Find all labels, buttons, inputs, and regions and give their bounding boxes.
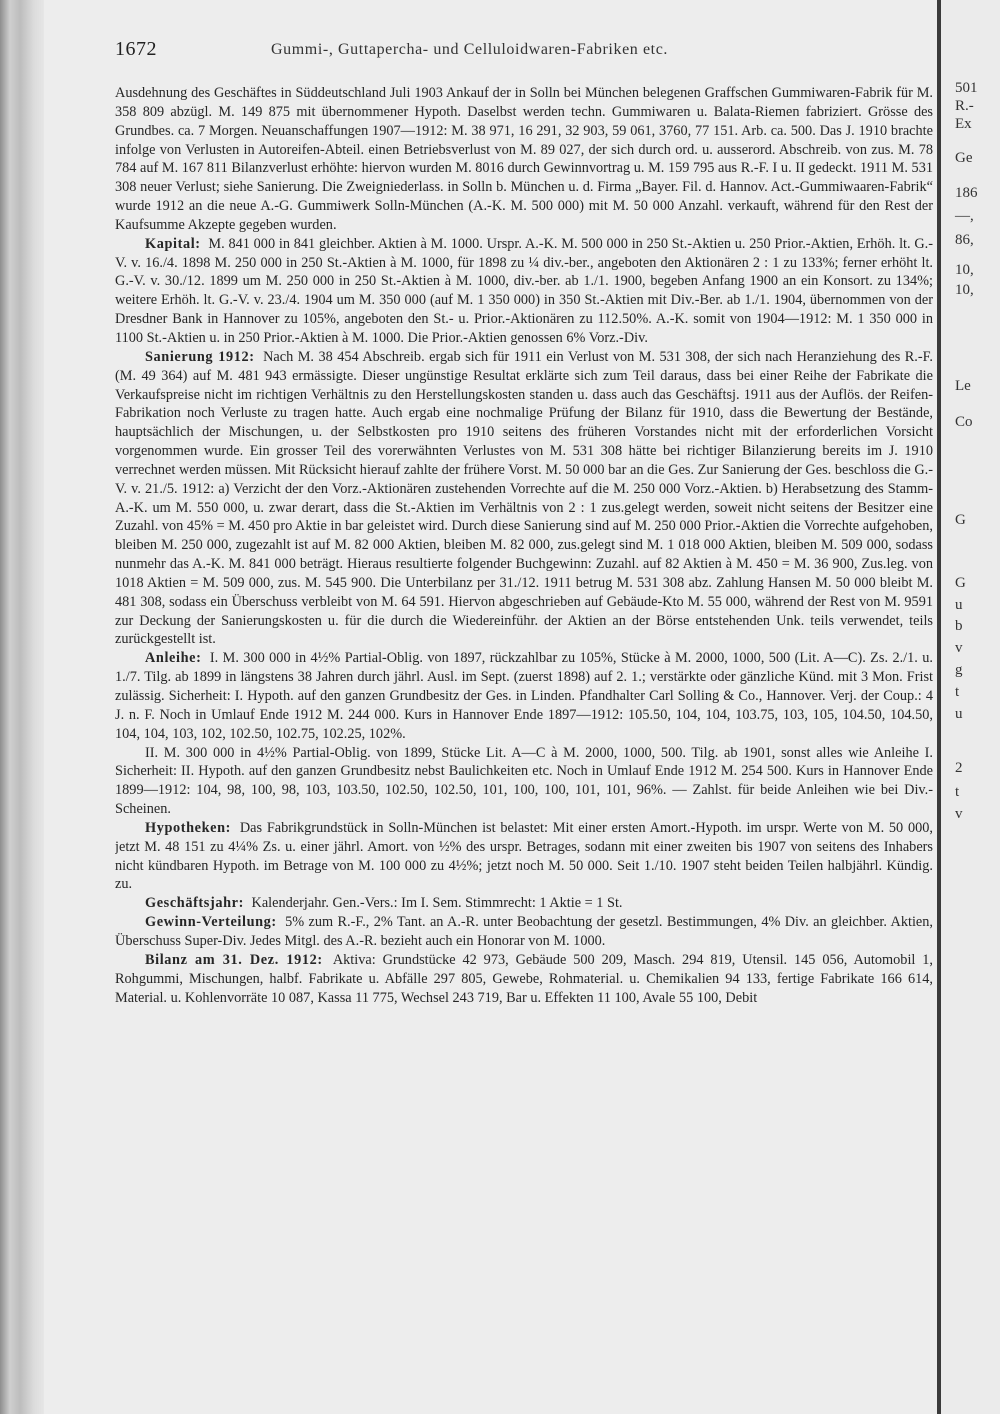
page-number: 1672 (115, 38, 157, 60)
article-body (115, 84, 933, 1406)
paragraph-anleihe-1 (115, 649, 933, 743)
adjacent-text-fragment: v (955, 806, 963, 822)
section-heading: Geschäftsjahr: (145, 895, 244, 912)
adjacent-text-fragment: Ge (955, 150, 973, 166)
paragraph-text: 5% zum R.-F., 2% Tant. an A.-R. unter Beobachtung der gesetzl. Bestimmungen, 4% Div. an gleichber. Aktien, Überschuss Super-Div. Jedes Mitgl. des A.-R. bezieht auch ein Honorar von M. 1000. (115, 914, 933, 949)
section-heading: Bilanz am 31. Dez. 1912: (145, 951, 323, 968)
paragraph-bilanz (115, 951, 933, 1008)
adjacent-text-fragment: b (955, 618, 963, 634)
paragraph-text: Aktiva: Grundstücke 42 973, Gebäude 500 209, Masch. 294 819, Utensil. 145 056, Automobil 1, Rohgummi, Mischungen, halbf. Fabrikate u. Abfälle 297 805, Gewebe, Rohmaterial. u. Chemikalien 94 133, fertige Fabrikate 166 614, Material. u. Kohlenvorräte 10 087, Kassa 11 775, Wechsel 243 719, Bar u. Effekten 11 100, Avale 55 100, Debit (115, 951, 933, 1006)
adjacent-text-fragment: 2 (955, 760, 963, 776)
section-heading: Sanierung 1912: (145, 348, 255, 365)
paragraph-gewinn-verteilung (115, 913, 933, 951)
section-heading: Kapital: (145, 235, 201, 252)
paragraph-text: Ausdehnung des Geschäftes in Süddeutschland Juli 1903 Ankauf der in Solln bei München belegenen Graffschen Gummiwaren-Fabrik für M. 358 809 abzügl. M. 149 875 mit übernommener Hypoth. Daselbst werden techn. Gummiwaren u. Balata-Riemen fabriziert. Grösse des Grundbes. ca. 7 Morgen. Neuanschaffungen 1907—1912: M. 38 971, 16 291, 32 903, 59 061, 3760, 77 151. Arb. ca. 500. Das J. 1910 brachte infolge von Verlusten in Autoreifen-Abteil. einen Betriebsverlust von M. 89 027, der sich durch ord. u. ausserord. Abschreib. von zus. M. 78 784 auf M. 167 811 Bilanzverlust erhöhte: hiervon wurden M. 8016 durch Gewinnvortrag u. M. 159 795 aus R.-F. I u. II gedeckt. 1911 M. 531 308 neuer Verlust; siehe Sanierung. Die Zweigniederlass. in Solln b. München u. d. Firma „Bayer. Fil. d. Hannov. Act.-Gummiwaaren-Fabrik“ wurde 1912 an die neue A.-G. Gummiwerk Solln-München (A.-K. M. 500 000) mit M. 50 000 Anzahl. verkauft, während für den Rest der Kaufsumme Akzepte gegeben wurden. (115, 85, 933, 233)
paragraph-history (115, 84, 933, 235)
adjacent-text-fragment: g (955, 662, 963, 678)
paragraph-anleihe-2 (115, 744, 933, 819)
paragraph-geschaeftsjahr (115, 894, 933, 913)
adjacent-text-fragment: G (955, 575, 966, 591)
paragraph-text: II. M. 300 000 in 4½% Partial-Oblig. von 1899, Stücke Lit. A—C à M. 2000, 1000, 500. Tilg. ab 1901, sonst alles wie Anleihe I. Sicherheit: II. Hypoth. auf den ganzen Grundbesitz nebst Baulichkeiten etc. Noch in Umlauf Ende 1912 M. 254 500. Kurs in Hannover Ende 1899—1912: 104, 98, 100, 98, 103, 103.50, 102.50, 102.50, 101, 100, 100, 101, 101, 96%. — Zahlst. für beide Anleihen wie bei Div.-Scheinen. (115, 744, 933, 818)
adjacent-text-fragment: v (955, 640, 963, 656)
paragraph-text: Kalenderjahr. Gen.-Vers.: Im I. Sem. Stimmrecht: 1 Aktie = 1 St. (251, 895, 623, 912)
adjacent-text-fragment: t (955, 684, 960, 700)
adjacent-page-strip (941, 0, 1000, 1414)
running-title: Gummi-, Guttapercha- und Celluloidwaren-Fabriken etc. (271, 41, 669, 58)
paragraph-kapital (115, 235, 933, 348)
section-heading: Anleihe: (145, 650, 202, 667)
adjacent-text-fragment: 186 (955, 185, 978, 201)
page-header (115, 38, 935, 64)
adjacent-text-fragment: 10, (955, 262, 974, 278)
adjacent-text-fragment: G (955, 512, 966, 528)
section-heading: Gewinn-Verteilung: (145, 914, 277, 931)
adjacent-text-fragment: —, (955, 208, 974, 224)
adjacent-text-fragment: Le (955, 378, 971, 394)
book-binding-edge (0, 0, 44, 1414)
adjacent-text-fragment: 501 (955, 80, 978, 96)
adjacent-text-fragment: Co (955, 414, 973, 430)
section-heading: Hypotheken: (145, 819, 232, 836)
paragraph-text: M. 841 000 in 841 gleichber. Aktien à M. 1000. Urspr. A.-K. M. 500 000 in 250 St.-Aktien u. 250 Prior.-Aktien, Erhöh. lt. G.-V. v. 16./4. 1898 M. 250 000 in 250 St.-Aktien à M. 1000, für 1898 zu ¼ div.-ber., angeboten den Aktionären 2 : 1 zu 133%; ferner erhöht lt. G.-V. v. 30./12. 1899 um M. 250 000 in 250 St.-Aktien à M. 1000, div.-ber. ab 1./1. 1900, begeben Anfang 1900 an ein Konsort. zu 134%; weitere Erhöh. lt. G.-V. v. 23./4. 1904 um M. 350 000 (auf M. 1 350 000) in 350 St.-Aktien mit Div.-Ber. ab 1./1. 1904, übernommen von der Dresdner Bank in Hannover zu 105%, angeboten den St.- u. Prior.-Aktionären zu 112.50%. A.-K. somit von 1904—1912: M. 1 350 000 in 1100 St.-Aktien u. in 250 Prior.-Aktien à M. 1000. Die Prior.-Aktien genossen 6% Vorz.-Div. (115, 235, 933, 346)
adjacent-text-fragment: Ex (955, 116, 972, 132)
adjacent-text-fragment: t (955, 784, 960, 800)
adjacent-text-fragment: 86, (955, 232, 974, 248)
adjacent-text-fragment: 10, (955, 282, 974, 298)
paragraph-text: Nach M. 38 454 Abschreib. ergab sich für 1911 ein Verlust von M. 531 308, der sich nach Heranziehung des R.-F. (M. 49 364) auf M. 481 943 ermässigte. Dieser ungünstige Resultat erklärte sich zum Teil daraus, dass bei einer Reihe der Fabrikate die Verkaufspreise nicht im richtigen Verhältnis zu den Herstellungskosten standen u. dass auch das Geschäftsj. 1911 aus der Auflös. der Reifen-Fabrikation noch Verluste zu tragen hatte. Auch ergab eine nochmalige Prüfung der Bilanz für 1910, dass die Bewertung der Bestände, hauptsächlich der Mischungen, u. der Selbstkosten pro 1910 seitens des früheren Vorstandes nicht mit der erforderlichen Vorsicht vorgenommen wurde. Ein grosser Teil des vorerwähnten Verlustes von M. 531 308 hätte bei richtiger Bilanzierung bereits im J. 1910 verrechnet werden müssen. Mit Rücksicht hierauf zahlte der frühere Vorst. M. 50 000 bar an die Ges. Zur Sanierung der Ges. beschloss die G.-V. v. 21./5. 1912: a) Verzicht der den Vorz.-Aktionären zustehenden Vorrechte auf die M. 250 000 Vorz.-Aktien. b) Herabsetzung des Stamm-A.-K. um M. 550 000, u. zwar derart, dass die St.-Aktien im Verhältnis von 2 : 1 zus.gelegt werden, soweit nicht seitens der Besitzer eine Zuzahl. von 45% = M. 450 pro Aktie in bar geleistet wird. Durch diese Sanierung sind auf M. 250 000 Prior.-Aktien die Vorrechte aufgehoben, bleiben M. 250 000, zugezahlt ist auf M. 82 000 Aktien, bleiben M. 82 000, zus.gelegt sind M. 1 018 000 Aktien, bleiben M. 509 000, sodass nunmehr das A.-K. M. 841 000 beträgt. Hieraus resultierte folgender Buchgewinn: Zuzahl. auf 82 Aktien à M. 450 = M. 36 900, Zus.leg. von 1018 Aktien = M. 509 000, zus. M. 545 900. Die Unterbilanz per 31./12. 1911 betrug M. 531 308 abz. Zahlung Hansen M. 50 000 bleibt M. 481 308, sodass ein Überschuss verbleibt von M. 64 591. Hiervon abgeschrieben auf Gebäude-Kto M. 55 000, während der Rest von M. 9591 zur Deckung der Sanierungskosten u. für die durch die Wiedereinführ. der Aktien an der Börse entstehenden Unk. teils verwendet, teils zurückgestellt ist. (115, 348, 933, 648)
paragraph-text: Das Fabrikgrundstück in Solln-München ist belastet: Mit einer ersten Amort.-Hypoth. im urspr. Werte von M. 50 000, jetzt M. 48 151 zu 4¼% Zs. u. einer jährl. Amort. von ½% des urspr. Betrages, sodann mit einer zweiten bis 1907 von seitens des Inhabers nicht kündbaren Hypoth. im Betrage von M. 100 000 zu 4½%; jetzt noch M. 50 000. Seit 1./10. 1907 steht beiden Teilen halbjährl. Kündig. zu. (115, 819, 933, 893)
adjacent-text-fragment: R.- (955, 98, 974, 114)
adjacent-text-fragment: u (955, 597, 963, 613)
paragraph-sanierung (115, 348, 933, 650)
paragraph-hypotheken (115, 819, 933, 894)
paragraph-text: I. M. 300 000 in 4½% Partial-Oblig. von 1897, rückzahlbar zu 105%, Stücke à M. 2000, 1000, 500 (Lit. A—C). Zs. 2./1. u. 1./7. Tilg. ab 1899 in längstens 38 Jahren durch jährl. Ausl. im Sept. (zuerst 1898) auf 2. 1.; verstärkte oder gänzliche Künd. mit 3 Mon. Frist zulässig. Sicherheit: I. Hypoth. auf den ganzen Grundbesitz der Ges. in Linden. Pfandhalter Carl Solling & Co., Hannover. Verj. der Coup.: 4 J. n. F. Noch in Umlauf Ende 1912 M. 244 000. Kurs in Hannover Ende 1897—1912: 105.50, 104, 104, 103.75, 103, 105, 104.50, 104.50, 104, 104, 103, 102, 102.50, 102.75, 102.25, 102%. (115, 650, 933, 742)
adjacent-text-fragment: u (955, 706, 963, 722)
